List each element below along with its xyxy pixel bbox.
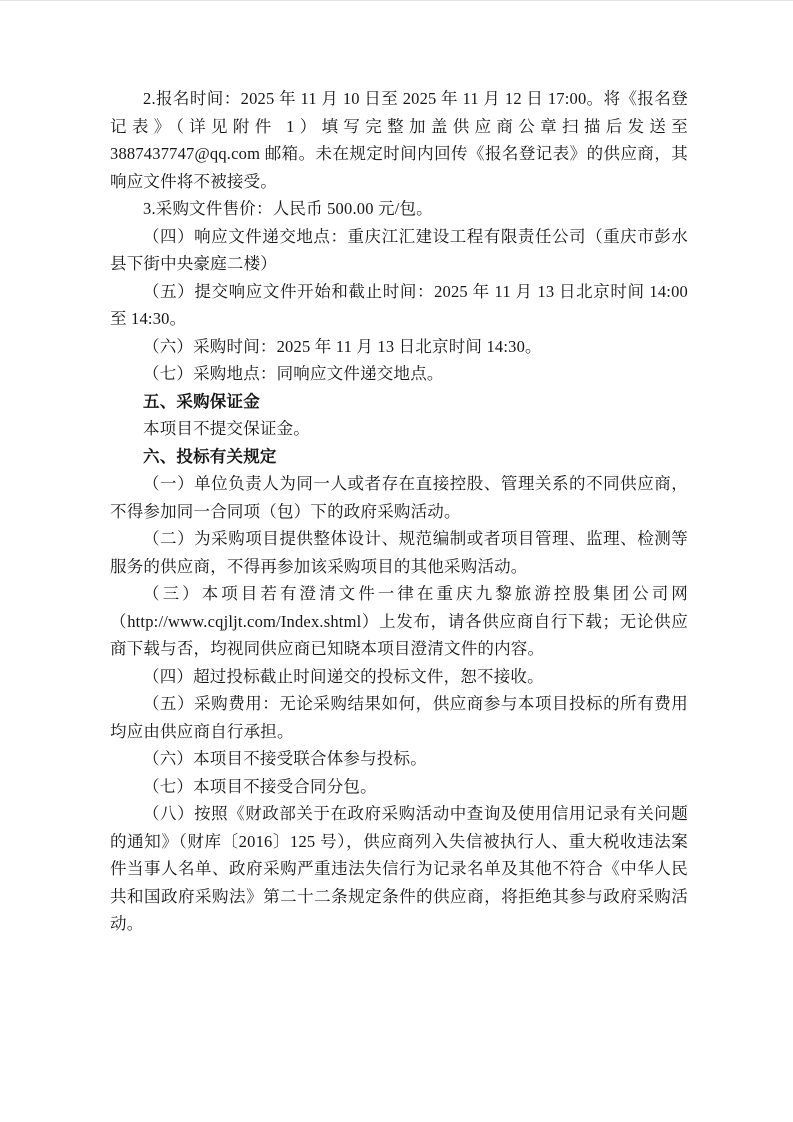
paragraph-rule-1: （一）单位负责人为同一人或者存在直接控股、管理关系的不同供应商，不得参加同一合同项（包）下的政府采购活动。 — [110, 474, 688, 521]
paragraph-registration-time: 2.报名时间：2025 年 11 月 10 日至 2025 年 11 月 12 日 17:00。将《报名登记表》（详见附件 1）填写完整加盖供应商公章扫描后发送至 3887437747@qq.com 邮箱。未在规定时间内回传《报名登记表》的供应商，其响应文件将不被接受。 — [110, 89, 688, 191]
paragraph-submission-location: （四）响应文件递交地点：重庆江汇建设工程有限责任公司（重庆市彭水县下街中央豪庭二楼） — [110, 226, 688, 273]
paragraph-rule-5: （五）采购费用：无论采购结果如何，供应商参与本项目投标的所有费用均应由供应商自行承担。 — [110, 694, 688, 741]
paragraph-rule-8: （八）按照《财政部关于在政府采购活动中查询及使用信用记录有关问题的通知》（财库〔2016〕125 号），供应商列入失信被执行人、重大税收违法案件当事人名单、政府采购严重违法失信行为记录名单及其他不符合《中华人民共和国政府采购法》第二十二条规定条件的供应商，将拒绝其参与政府采购活动。 — [110, 804, 688, 933]
paragraph-procurement-place: （七）采购地点：同响应文件递交地点。 — [143, 364, 444, 383]
paragraph-procurement-time: （六）采购时间：2025 年 11 月 13 日北京时间 14:30。 — [143, 336, 542, 356]
paragraph-rule-7: （七）本项目不接受合同分包。 — [143, 776, 377, 796]
paragraph-rule-4: （四）超过投标截止时间递交的投标文件，恕不接收。 — [143, 666, 544, 686]
section-heading-bid-rules: 六、投标有关规定 — [143, 446, 277, 466]
paragraph-submission-time: （五）提交响应文件开始和截止时间：2025 年 11 月 13 日北京时间 14:00 至 14:30。 — [110, 281, 688, 328]
section-heading-bid-deposit: 五、采购保证金 — [143, 391, 260, 411]
paragraph-rule-2: （二）为采购项目提供整体设计、规范编制或者项目管理、监理、检测等服务的供应商，不得再参加该采购项目的其他采购活动。 — [110, 529, 688, 576]
paragraph-no-deposit: 本项目不提交保证金。 — [143, 419, 310, 438]
paragraph-document-price: 3.采购文件售价：人民币 500.00 元/包。 — [143, 199, 433, 218]
paragraph-rule-3: （三）本项目若有澄清文件一律在重庆九黎旅游控股集团公司网（http://www.cqjljt.com/Index.shtml）上发布，请各供应商自行下载；无论供应商下载与否，均视同供应商已知晓本项目澄清文件的内容。 — [110, 584, 688, 658]
paragraph-rule-6: （六）本项目不接受联合体参与投标。 — [143, 749, 427, 768]
document-content — [110, 85, 688, 938]
